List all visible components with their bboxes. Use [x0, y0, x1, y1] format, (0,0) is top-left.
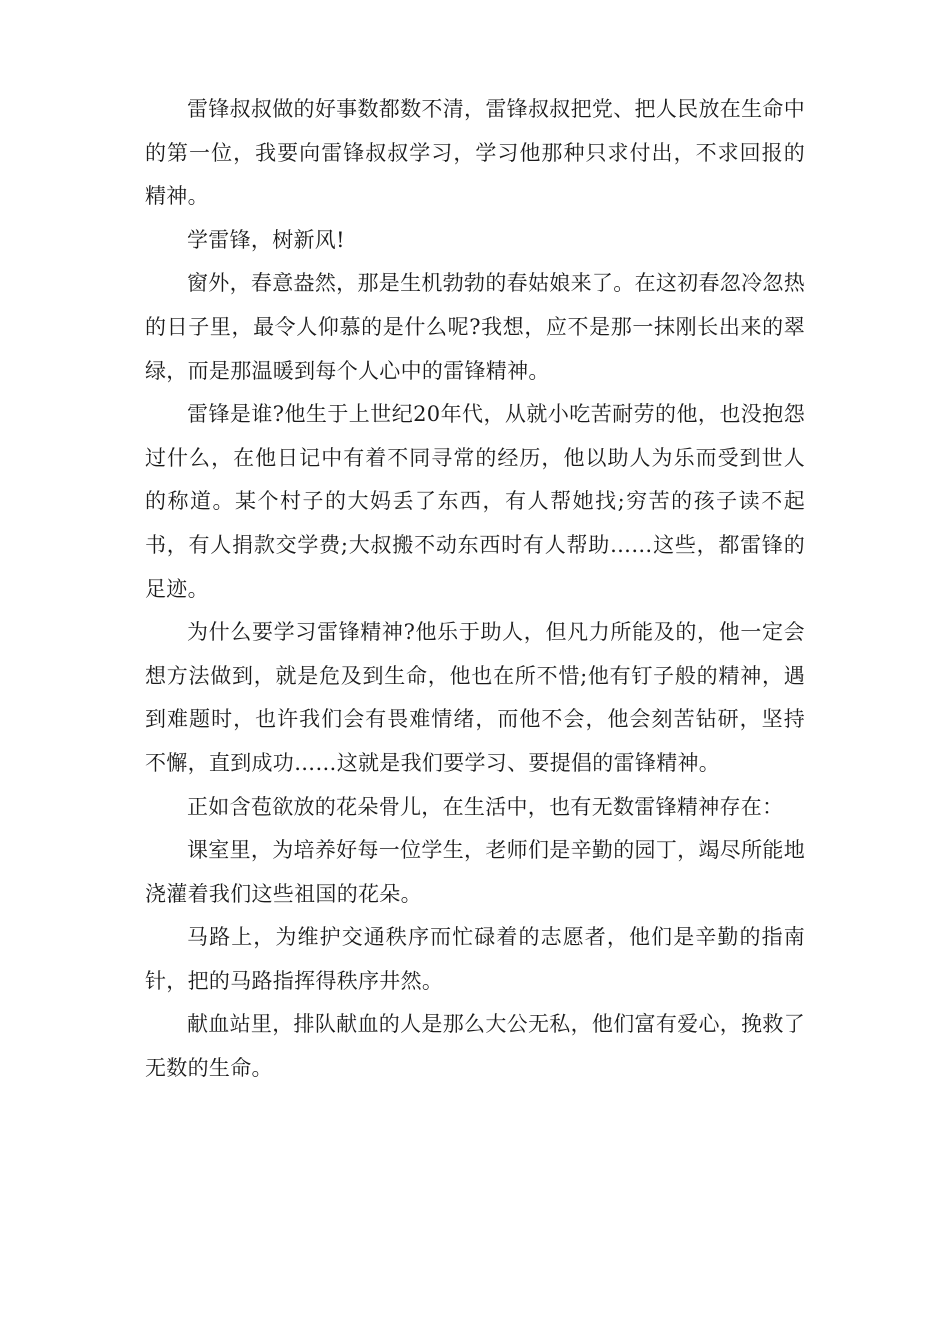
paragraph-6: 正如含苞欲放的花朵骨儿，在生活中，也有无数雷锋精神存在： [187, 794, 784, 819]
paragraph-8: 马路上，为维护交通秩序而忙碌着的志愿者，他们是辛勤的指南针，把的马路指挥得秩序井然。 [145, 925, 805, 993]
document-body [145, 88, 805, 1091]
paragraph-3: 窗外，春意盎然，那是生机勃勃的春姑娘来了。在这初春忽冷忽热的日子里，最令人仰慕的是什么呢?我想，应不是那一抹刚长出来的翠绿，而是那温暖到每个人心中的雷锋精神。 [145, 271, 805, 383]
paragraph-5: 为什么要学习雷锋精神?他乐于助人，但凡力所能及的，他一定会想方法做到，就是危及到生命，他也在所不惜;他有钉子般的精神，遇到难题时，也许我们会有畏难情绪，而他不会，他会刻苦钻研，坚持不懈，直到成功……这就是我们要学习、要提倡的雷锋精神。 [145, 620, 805, 775]
paragraph-7: 课室里，为培养好每一位学生，老师们是辛勤的园丁，竭尽所能地浇灌着我们这些祖国的花朵。 [145, 838, 805, 906]
paragraph-4: 雷锋是谁?他生于上世纪20年代，从就小吃苦耐劳的他，也没抱怨过什么，在他日记中有着不同寻常的经历，他以助人为乐而受到世人的称道。某个村子的大妈丢了东西，有人帮她找;穷苦的孩子读不起书，有人捐款交学费;大叔搬不动东西时有人帮助……这些，都雷锋的足迹。 [145, 402, 805, 601]
paragraph-2: 学雷锋，树新风! [187, 227, 345, 252]
paragraph-1: 雷锋叔叔做的好事数都数不清，雷锋叔叔把党、把人民放在生命中的第一位，我要向雷锋叔叔学习，学习他那种只求付出，不求回报的精神。 [145, 97, 805, 209]
paragraph-9: 献血站里，排队献血的人是那么大公无私，他们富有爱心，挽救了无数的生命。 [145, 1012, 805, 1081]
